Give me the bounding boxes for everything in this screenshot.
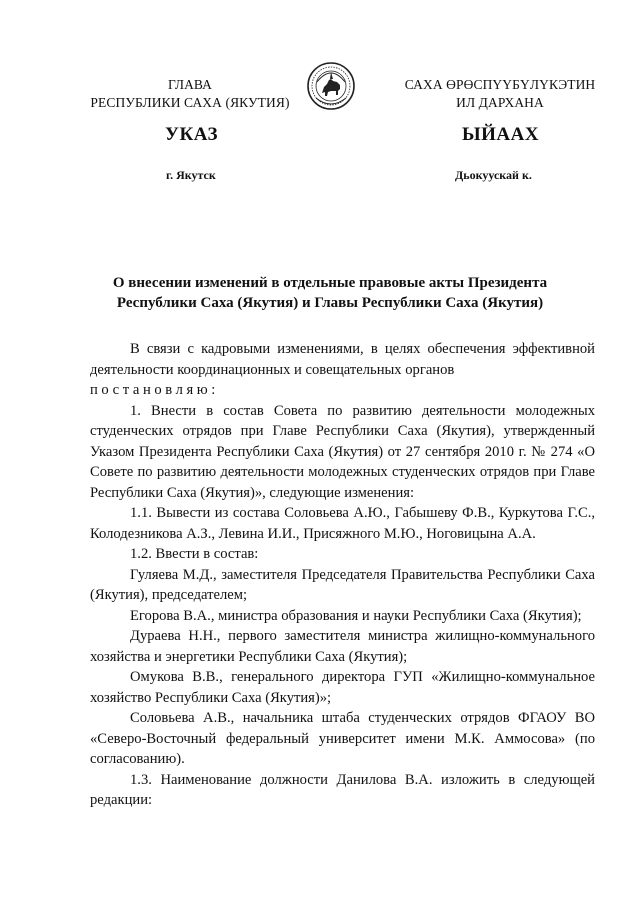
issuer-line-1: ГЛАВА	[167, 77, 213, 92]
member-gulyaev: Гуляева М.Д., заместителя Председателя Правительства Республики Саха (Якутия), председателем;	[90, 566, 595, 603]
title-line-2: Республики Саха (Якутия) и Главы Республики Саха (Якутия)	[116, 295, 544, 311]
issuer-yakut-line-1: САХА ӨРӨСПҮҮБҮЛҮКЭТИН	[404, 77, 596, 92]
city-russian: г. Якутск	[166, 168, 216, 182]
issuer-yakut	[390, 76, 610, 112]
paragraph-1-2: 1.2. Ввести в состав:	[130, 546, 259, 562]
document-title	[80, 273, 580, 313]
title-line-1: О внесении изменений в отдельные правовые акты Президента	[112, 275, 548, 291]
doc-type-russian: УКАЗ	[165, 124, 218, 145]
issuer-yakut-line-2: ИЛ ДАРХАНА	[456, 95, 544, 110]
paragraph-1-1: 1.1. Вывести из состава Соловьева А.Ю., Габышеву Ф.В., Куркутова Г.С., Колодезникова А.З., Левина И.И., Присяжного М.Ю., Ноговицына А.А.	[90, 505, 595, 542]
city-yakut: Дьокуускай к.	[455, 168, 532, 182]
decree-word: постановляю:	[90, 382, 219, 398]
paragraph-1: 1. Внести в состав Совета по развитию деятельности молодежных студенческих отрядов при Главе Республики Саха (Якутия), утвержденный Указом Президента Республики Саха (Якутия) от 27 сентября 2010 г. № 274 «О Совете по развитию деятельности молодежных студенческих отрядов при Главе Республики Саха (Якутия)», следующие изменения:	[90, 402, 595, 501]
member-duraev: Дураева Н.Н., первого заместителя министра жилищно-коммунального хозяйства и энергетики Республики Саха (Якутия);	[90, 628, 595, 665]
doc-type-yakut: ЫЙААХ	[462, 124, 540, 145]
member-egorov: Егорова В.А., министра образования и науки Республики Саха (Якутия);	[130, 607, 582, 624]
coat-of-arms-icon	[307, 60, 355, 112]
document-body	[90, 339, 595, 811]
paragraph-preamble: В связи с кадровыми изменениями, в целях обеспечения эффективной деятельности координационных и совещательных органов	[90, 341, 595, 378]
issuer-russian	[70, 76, 310, 112]
paragraph-1-3: 1.3. Наименование должности Данилова В.А. изложить в следующей редакции:	[90, 771, 595, 808]
member-omukov: Омукова В.В., генерального директора ГУП «Жилищно-коммунальное хозяйство Республики Саха (Якутия)»;	[90, 669, 595, 706]
member-solovyev: Соловьева А.В., начальника штаба студенческих отрядов ФГАОУ ВО «Северо-Восточный федеральный университет имени М.К. Аммосова» (по согласованию).	[90, 710, 595, 767]
issuer-line-2: РЕСПУБЛИКИ САХА (ЯКУТИЯ)	[90, 95, 290, 110]
